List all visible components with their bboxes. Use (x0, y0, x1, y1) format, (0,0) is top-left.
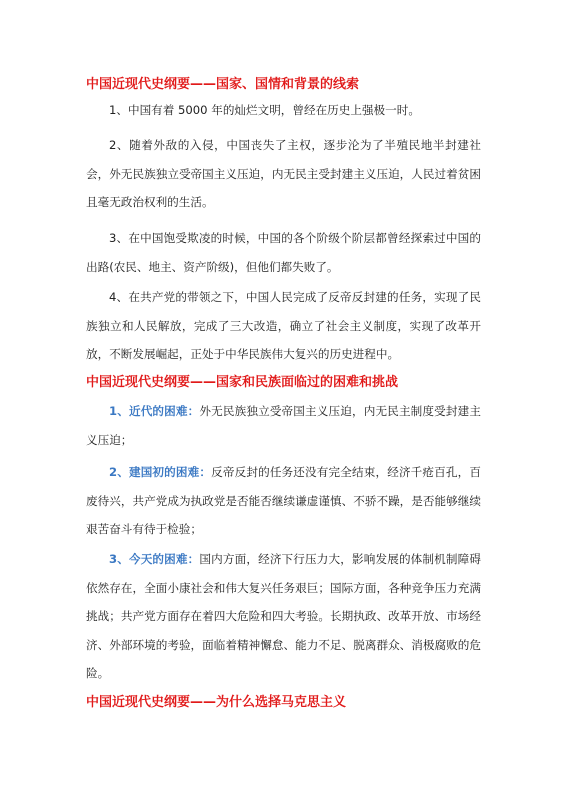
paragraph-text: 中国有着 5000 年的灿烂文明，曾经在历史上强极一时。 (127, 103, 420, 117)
paragraph-number: 1、 (109, 103, 128, 117)
paragraph-number: 4、 (109, 290, 129, 304)
paragraph-label: 近代的困难： (128, 404, 200, 418)
paragraph-2-3 (86, 545, 481, 688)
paragraph-text: 在共产党的带领之下，中国人民完成了反帝反封建的任务，实现了民族独立和人民解放，完成了三大改造，确立了社会主义制度，实现了改革开放，不断发展崛起，正处于中华民族伟大复兴的历史进程中。 (86, 290, 481, 362)
paragraph-2-1 (86, 397, 481, 454)
paragraph-number: 3、 (109, 552, 129, 566)
paragraph-number: 2、 (109, 138, 130, 152)
paragraph-label: 今天的困难： (128, 552, 200, 566)
paragraph-number: 1、 (109, 404, 129, 418)
paragraph-label: 建国初的困难： (128, 465, 212, 479)
paragraph-number: 3、 (109, 231, 129, 245)
paragraph-number: 2、 (109, 465, 129, 479)
paragraph-text: 在中国饱受欺凌的时候，中国的各个阶级个阶层都曾经探索过中国的出路(农民、地主、资产阶级)，但他们都失败了。 (86, 231, 481, 274)
paragraph-1-3 (86, 224, 481, 281)
paragraph-text: 随着外敌的入侵，中国丧失了主权，逐步沦为了半殖民地半封建社会，外无民族独立受帝国主义压迫，内无民主受封建主义压迫，人民过着贫困且毫无政治权利的生活。 (86, 138, 481, 210)
paragraph-1-2 (86, 131, 481, 217)
paragraph-2-2 (86, 458, 481, 544)
section-heading-1: 中国近现代史纲要——国家、国情和背景的线索 (86, 77, 360, 92)
paragraph-text: 外无民族独立受帝国主义压迫，内无民主制度受封建主义压迫； (86, 404, 481, 447)
paragraph-text: 国内方面，经济下行压力大，影响发展的体制机制障碍依然存在，全面小康社会和伟大复兴任务艰巨；国际方面，各种竞争压力充满挑战；共产党方面存在着四大危险和四大考验。长期执政、改革开放、市场经济、外部环境的考验，面临着精神懈怠、能力不足、脱离群众、消极腐败的危险。 (86, 552, 481, 681)
section-heading-3: 中国近现代史纲要——为什么选择马克思主义 (86, 695, 347, 710)
paragraph-1-1 (86, 96, 481, 125)
paragraph-text: 反帝反封的任务还没有完全结束，经济千疮百孔，百废待兴，共产党成为执政党是否能否继续谦虚谨慎、不骄不躁，是否能够继续艰苦奋斗有待于检验； (86, 465, 481, 537)
section-heading-2: 中国近现代史纲要——国家和民族面临过的困难和挑战 (86, 375, 399, 390)
paragraph-1-4 (86, 283, 481, 369)
